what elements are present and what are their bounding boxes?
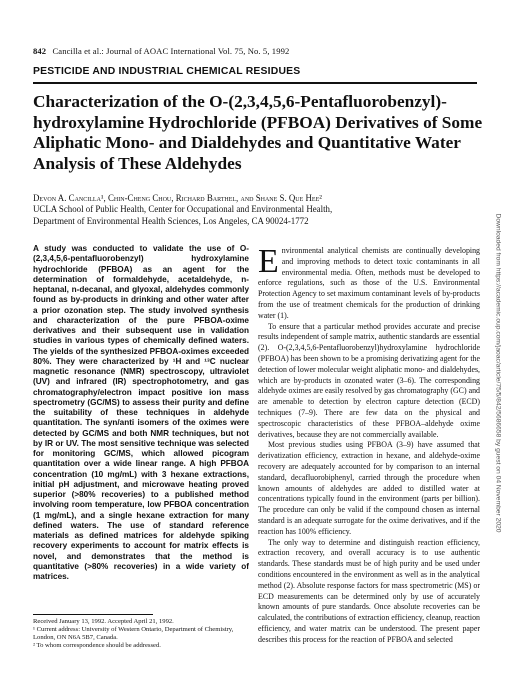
section-rule: [33, 82, 477, 84]
affiliation-line-2: Department of Environmental Health Sciences, Los Angeles, CA 90024-1772: [33, 215, 309, 226]
footnotes: [33, 618, 249, 650]
page-number: 842: [33, 46, 47, 56]
body-paragraph-4: The only way to determine and distinguish reaction efficiency, extraction recovery, and overall accuracy is to use authentic standards. These standards must be of high purity and be used under conditions encountered in the environment as well as in the analytical method (2). Absolute response factors for mass spectrometric (MS) or ECD measurements can be determined only by use of accurately known amounts of pure standards. Once absolute recoveries can be calculated, the contributions of extraction efficiency, cleanup, reaction efficiency, and water matrix can be understood. The present paper describes this process for the reaction of PFBOA and selected: [258, 537, 480, 644]
running-header: [33, 46, 289, 56]
body-paragraph-1: [258, 243, 480, 322]
footnote-1: ¹ Current address: University of Western Ontario, Department of Chemistry, London, ON N6A 5B7, Canada.: [33, 625, 234, 641]
received-note: Received January 13, 1992. Accepted April 21, 1992.: [33, 618, 174, 625]
author-names: Devon A. Cancilla¹, Chin-Cheng Chou, Richard Barthel, and Shane S. Que Hee²: [33, 193, 322, 203]
download-watermark: [493, 178, 503, 568]
article-title: Characterization of the O-(2,3,4,5,6-Pentafluorobenzyl)-hydroxylamine Hydrochloride (PFBOA) Derivatives of Some Aliphatic Mono- and Dialdehydes and Quantitative Water Analysis of These Aldehydes: [33, 92, 483, 174]
download-watermark-text: Downloaded from https://academic.oup.com/jaoac/article/75/5/842/5686658 by guest on 04 November 2020: [494, 213, 502, 533]
author-block: [33, 193, 478, 227]
body-paragraph-2: To ensure that a particular method provides accurate and precise results independent of sample matrix, authentic standards are essential (2). O-(2,3,4,5,6-Pentafluorobenzyl)hydroxylamine hydrochloride (PFBOA) has been shown to be a promising derivatizing agent for the detection of lower molecular weight aliphatic mono- and dialdehydes, which are by-products in ozonated water (3–6). The corresponding aldehyde oximes are easily resolved by gas chromatography (GC) and are amenable to detection by electron capture detection (ECD) techniques (7–9). There are few data on the physical and spectroscopic characteristics of these PFBOA–aldehyde oxime derivatives, because they are not commercially available.: [258, 321, 480, 439]
abstract: A study was conducted to validate the use of O-(2,3,4,5,6-pentafluorobenzyl) hydroxylamine hydrochloride (PFBOA) as an agent for the determination of formaldehyde, acetaldehyde, n-heptanal, n-decanal, and glyoxal, aldehydes commonly found as by-products in drinking and other water after a prior ozonation step. The study involved synthesis and characterization of the pure PFBOA-oxime derivatives and their subsequent use in validation studies in various types of chemically defined waters. The yields of the synthesized PFBOA-oximes exceeded 80%. They were characterized by ¹H and ¹³C nuclear magnetic resonance (NMR) spectroscopy, ultraviolet (UV) and infrared (IR) spectrophotometry, and gas chromatography/electron impact positive ion mass spectrometry (GC/MS) to assess their purity and define the suitability of these techniques in aldehyde quantitation. The syn/anti isomers of the oximes were detected by GC/MS and both NMR techniques, but not by IR or UV. The most sensitive technique was selected for monitoring GC/MS, which allowed picogram quantitation over a wide linear range. A high PFBOA concentration (10 mg/mL) with 3 hexane extractions, initial pH adjustment, and microwave heating proved superior (>80% recoveries) to a published method involving room temperature, low PFBOA concentration (1 mg/mL), and a single hexane extraction for many defined waters. The use of standard reference materials as defined matrices for aldehyde spiking recovery experiments to account for matrix effects is novel, and demonstrates that the method is quantitative (>80% recoveries) in a wide variety of matrices.: [33, 244, 249, 581]
body-text: [258, 243, 480, 645]
affiliation-line-1: UCLA School of Public Health, Center for Occupational and Environmental Health,: [33, 204, 333, 215]
body-paragraph-1-text: nvironmental analytical chemists are continually developing and improving methods to detect toxic contaminants in all environmental media. Often, methods must be developed to enforce regulations, such as those of the U.S. Environmental Protection Agency to set maximum contaminant levels of by-products from the use of treatment chemicals for the production of drinking water (1).: [258, 246, 480, 320]
section-heading: PESTICIDE AND INDUSTRIAL CHEMICAL RESIDUES: [33, 66, 301, 77]
running-head-text: Cancilla et al.: Journal of AOAC International Vol. 75, No. 5, 1992: [52, 46, 290, 56]
footnote-2: ² To whom correspondence should be addressed.: [33, 641, 161, 649]
body-paragraph-3: Most previous studies using PFBOA (3–9) have assumed that derivatization efficiency, extraction in hexane, and aldehyde-oxime recovery are adequately accounted for by comparison to an internal standard, decafluorobiphenyl, carried through the procedure when known amounts of aldehydes are added to distilled water at concentrations typically found in the environment (parts per billion). The procedure can only be valid if the compound chosen as internal standard is an adequate surrogate for the oxime derivatives, and if the reaction has 100% efficiency.: [258, 440, 480, 536]
drop-cap: E: [258, 243, 279, 280]
footnote-rule: [33, 614, 153, 615]
